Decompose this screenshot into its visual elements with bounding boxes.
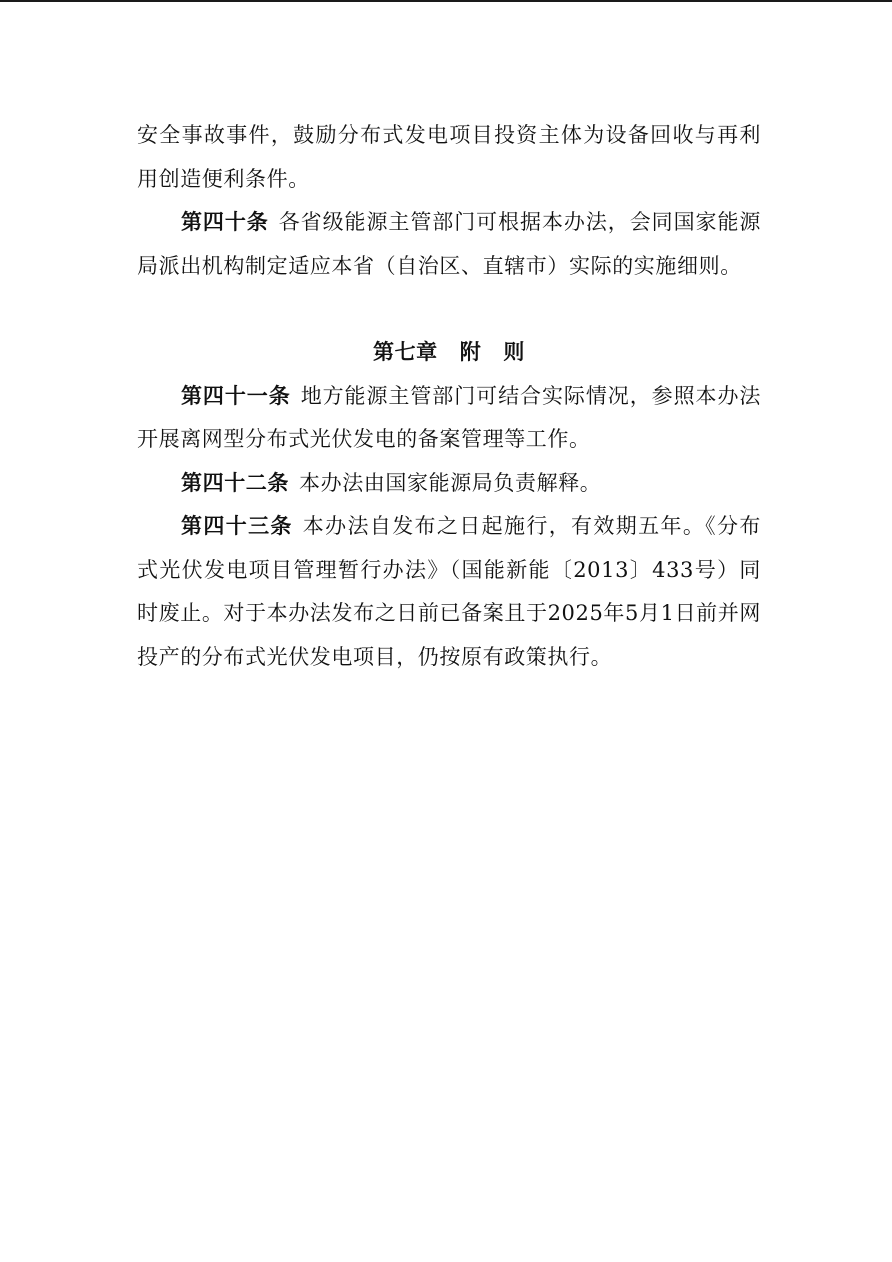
- article-number: 第四十一条: [181, 383, 291, 408]
- article-number: 第四十条: [181, 210, 269, 234]
- article-text: 地方能源主管部门可结合实际情况，参照本办法开展离网型分布式光伏发电的备案管理等工作。: [137, 383, 761, 451]
- article-text: 本办法由国家能源局负责解释。: [299, 470, 602, 495]
- article-42: [137, 462, 761, 506]
- chapter-title-char-1: 附: [459, 340, 482, 364]
- article-text: 本办法自发布之日起施行，有效期五年。《分布式光伏发电项目管理暂行办法》（国能新能〔2013〕433号）同时废止。对于本办法发布之日前已备案且于2025年5月1日前并网投产的分布式光伏发电项目，仍按原有政策执行。: [137, 514, 761, 669]
- chapter-number: 第七章: [372, 340, 438, 364]
- article-40: [137, 201, 761, 288]
- article-43: [137, 505, 761, 679]
- paragraph-text: 安全事故事件，鼓励分布式发电项目投资主体为设备回收与再利用创造便利条件。: [137, 123, 761, 191]
- page-top-border: [0, 0, 892, 2]
- chapter-title-char-2: 则: [503, 340, 526, 364]
- paragraph-continuation: [137, 114, 761, 201]
- article-text: 各省级能源主管部门可根据本办法，会同国家能源局派出机构制定适应本省（自治区、直辖市）实际的实施细则。: [137, 210, 761, 278]
- article-number: 第四十二条: [181, 470, 289, 495]
- article-41: [137, 375, 761, 462]
- chapter-heading: [137, 288, 761, 375]
- document-page: [137, 114, 761, 679]
- article-number: 第四十三条: [181, 514, 293, 538]
